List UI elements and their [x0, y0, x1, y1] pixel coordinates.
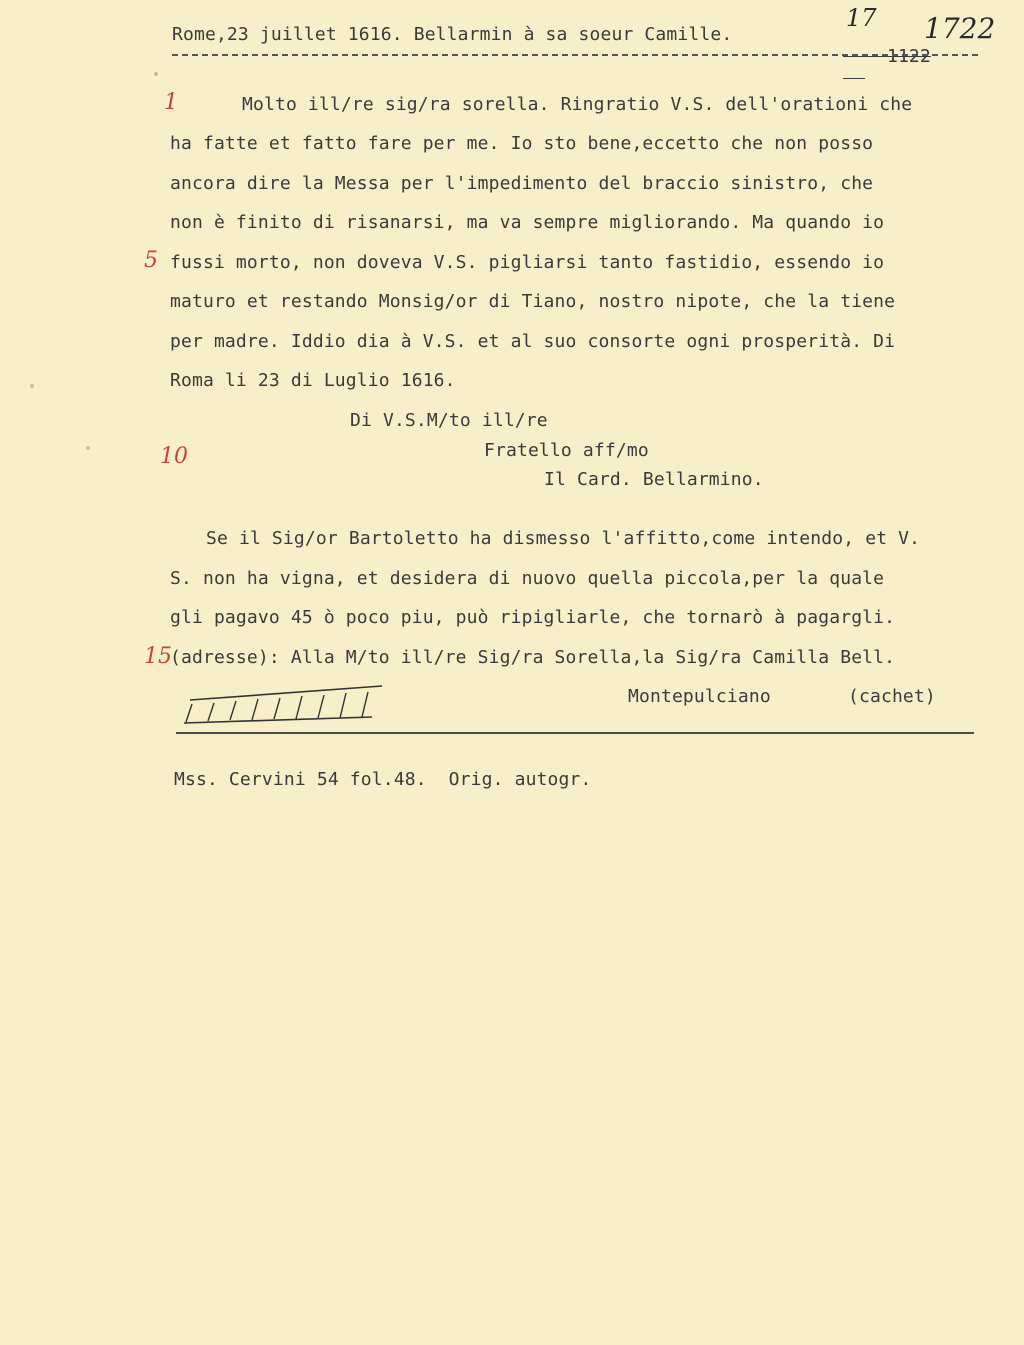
- letter-line: non è finito di risanarsi, ma va sempre migliorando. Ma quando io: [170, 212, 885, 233]
- postscript-line: Se il Sig/or Bartoletto ha dismesso l'affitto,come intendo, et V.: [206, 528, 921, 549]
- letter-line: Roma li 23 di Luglio 1616.: [170, 370, 456, 391]
- header-number-handwritten-right: 1722: [924, 12, 996, 45]
- margin-number-1: 1: [164, 90, 178, 115]
- hatch-marks: [176, 684, 386, 732]
- postscript-line: gli pagavo 45 ò poco piu, può ripigliarle, che tornarò à pagargli.: [170, 607, 896, 628]
- paper-speck: [154, 72, 158, 76]
- letter-line: fussi morto, non doveva V.S. pigliarsi tanto fastidio, essendo io: [170, 252, 885, 273]
- address-place: Montepulciano: [628, 686, 771, 707]
- paper-speck: [86, 446, 90, 450]
- letter-line: maturo et restando Monsig/or di Tiano, nostro nipote, che la tiene: [170, 291, 896, 312]
- letter-line: ancora dire la Messa per l'impedimento del braccio sinistro, che: [170, 173, 874, 194]
- postscript-line: S. non ha vigna, et desidera di nuovo quella piccola,per la quale: [170, 568, 885, 589]
- letter-line: Molto ill/re sig/ra sorella. Ringratio V.S. dell'orationi che: [242, 94, 913, 115]
- letter-line: per madre. Iddio dia à V.S. et al suo consorte ogni prosperità. Di: [170, 331, 896, 352]
- bottom-rule: [176, 732, 974, 734]
- source-reference: Mss. Cervini 54 fol.48. Orig. autogr.: [174, 769, 592, 790]
- header-number-handwritten-over: 17: [846, 4, 877, 32]
- letter-line: ha fatte et fatto fare per me. Io sto bene,eccetto che non posso: [170, 133, 874, 154]
- address-line: (adresse): Alla M/to ill/re Sig/ra Sorella,la Sig/ra Camilla Bell.: [170, 647, 896, 668]
- closing-signature: Il Card. Bellarmino.: [544, 469, 764, 490]
- margin-number-10: 10: [160, 444, 188, 469]
- address-seal: (cachet): [848, 686, 936, 707]
- margin-number-5: 5: [144, 248, 158, 273]
- paper-speck: [30, 384, 34, 388]
- closing-relation: Fratello aff/mo: [484, 440, 649, 461]
- header-dashed-rule: [172, 54, 978, 56]
- margin-number-15: 15: [144, 644, 172, 669]
- number-struck-text: 1122: [886, 46, 931, 67]
- header-number-struck: [843, 24, 931, 90]
- closing-salutation: Di V.S.M/to ill/re: [350, 410, 548, 431]
- header-title: Rome,23 juillet 1616. Bellarmin à sa soeur Camille.: [172, 24, 733, 45]
